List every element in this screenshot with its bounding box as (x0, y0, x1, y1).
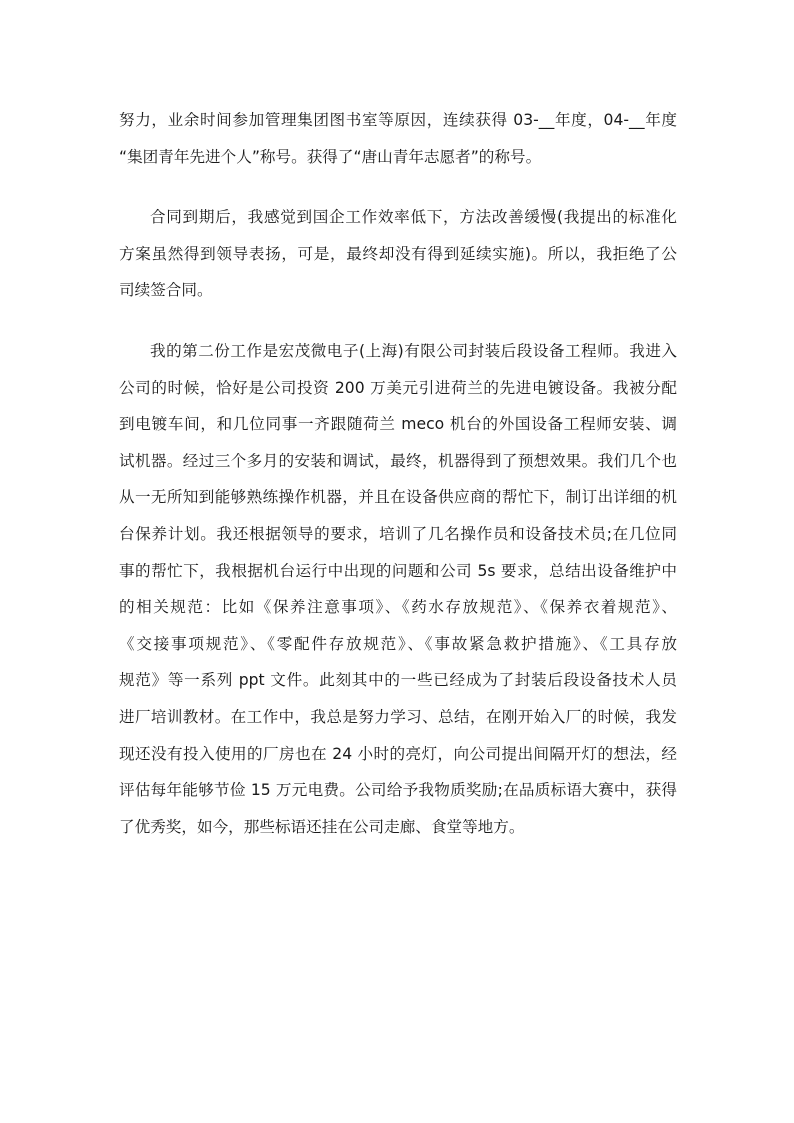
paragraph-line: 努力，业余时间参加管理集团图书室等原因，连续获得 03-__年度，04-__年度 (119, 111, 677, 129)
paragraph-line: 事的帮忙下，我根据机台运行中出现的问题和公司 5s 要求，总结出设备维护中 (119, 561, 677, 580)
paragraph-1 (119, 102, 677, 175)
document-body (119, 102, 677, 845)
paragraph-line: 规范》等一系列 ppt 文件。此刻其中的一些已经成为了封装后段设备技术人员 (119, 671, 677, 690)
paragraph-3 (119, 333, 677, 845)
paragraph-line: 我的第二份工作是宏茂微电子(上海)有限公司封装后段设备工程师。我进入 (150, 341, 677, 360)
paragraph-line: 司续签合同。 (119, 281, 213, 300)
paragraph-line: 评估每年能够节俭 15 万元电费。公司给予我物质奖励;在品质标语大赛中，获得 (119, 781, 677, 800)
paragraph-line: 现还没有投入使用的厂房也在 24 小时的亮灯，向公司提出间隔开灯的想法，经 (119, 744, 677, 763)
paragraph-spacer (119, 309, 677, 333)
paragraph-line: 台保养计划。我还根据领导的要求，培训了几名操作员和设备技术员;在几位同 (119, 524, 677, 543)
paragraph-line: “集团青年先进个人”称号。获得了“唐山青年志愿者”的称号。 (119, 147, 542, 166)
paragraph-2 (119, 199, 677, 309)
paragraph-line: 公司的时候，恰好是公司投资 200 万美元引进荷兰的先进电镀设备。我被分配 (119, 378, 677, 397)
paragraph-line: 了优秀奖，如今，那些标语还挂在公司走廊、食堂等地方。 (119, 817, 525, 836)
paragraph-line: 方案虽然得到领导表扬，可是，最终却没有得到延续实施)。所以，我拒绝了公 (119, 244, 677, 263)
paragraph-line: 进厂培训教材。在工作中，我总是努力学习、总结，在刚开始入厂的时候，我发 (119, 707, 677, 726)
paragraph-line: 合同到期后，我感觉到国企工作效率低下，方法改善缓慢(我提出的标准化 (150, 208, 677, 227)
paragraph-spacer (119, 175, 677, 199)
paragraph-line: 《交接事项规范》、《零配件存放规范》、《事故紧急救护措施》、《工具存放 (119, 634, 677, 653)
paragraph-line: 的相关规范：比如《保养注意事项》、《药水存放规范》、《保养衣着规范》、 (119, 598, 677, 617)
paragraph-line: 从一无所知到能够熟练操作机器，并且在设备供应商的帮忙下，制订出详细的机 (119, 488, 677, 507)
paragraph-line: 到电镀车间，和几位同事一齐跟随荷兰 meco 机台的外国设备工程师安装、调 (119, 415, 677, 434)
paragraph-line: 试机器。经过三个多月的安装和调试，最终，机器得到了预想效果。我们几个也 (119, 451, 677, 470)
